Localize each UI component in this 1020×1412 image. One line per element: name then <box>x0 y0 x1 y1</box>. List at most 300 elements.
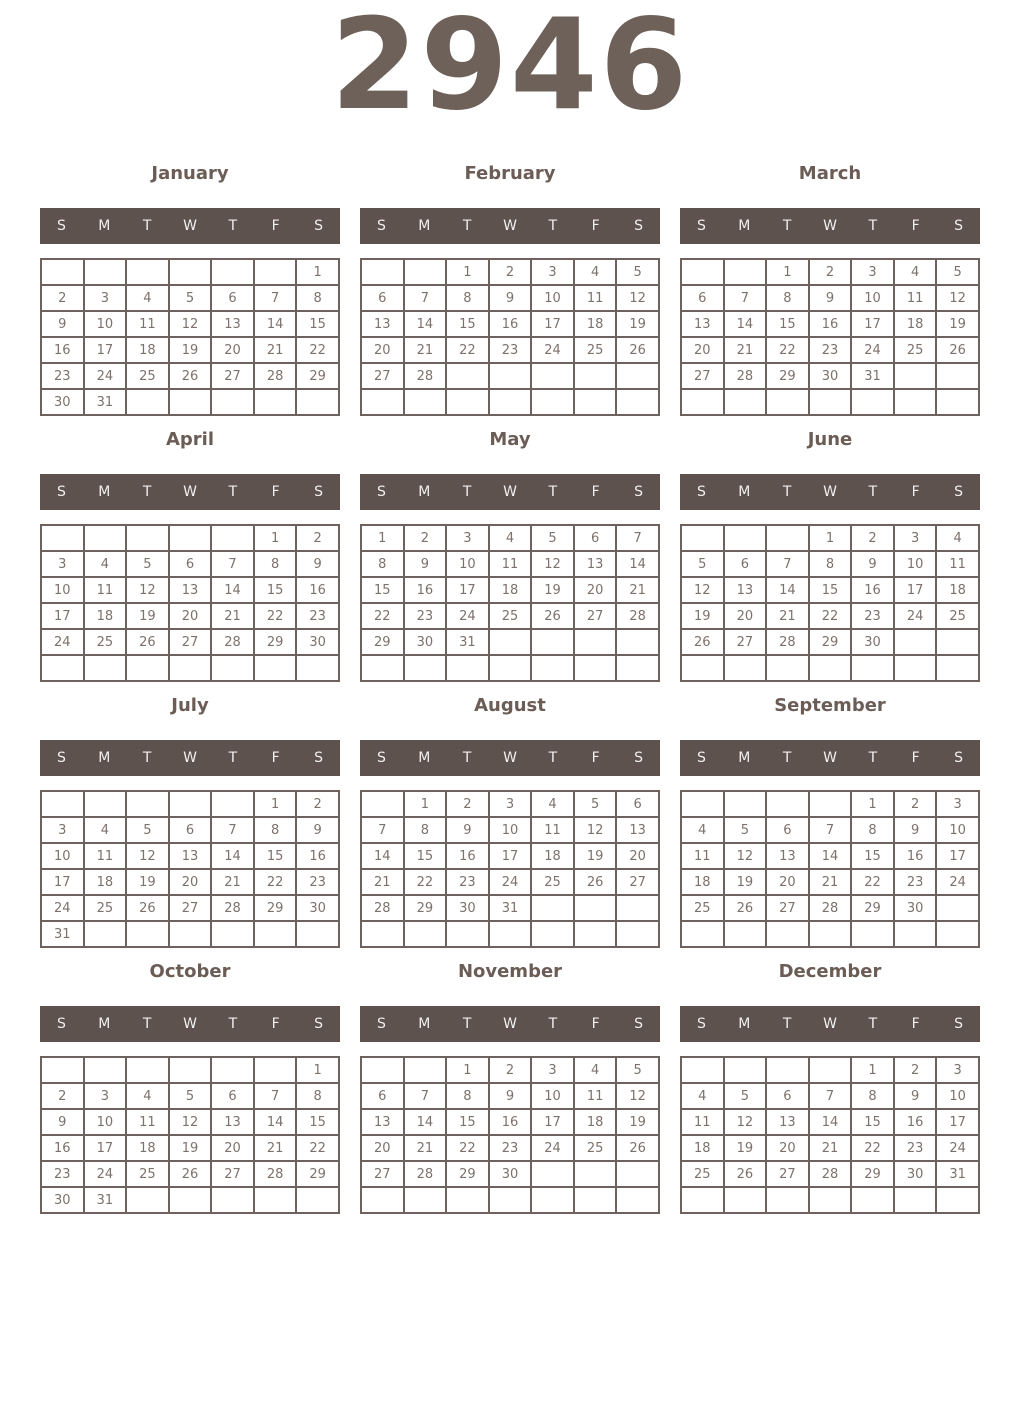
date-cell: 23 <box>489 1135 532 1161</box>
date-row <box>681 259 979 285</box>
date-cell: 25 <box>894 337 937 363</box>
weekday-label: M <box>98 218 111 234</box>
date-cell: 21 <box>211 869 254 895</box>
date-cell: 20 <box>211 337 254 363</box>
date-cell: 10 <box>936 1083 979 1109</box>
date-cell: 24 <box>84 1161 127 1187</box>
date-row <box>681 869 979 895</box>
date-cell: 7 <box>616 525 659 551</box>
date-cell: 6 <box>766 1083 809 1109</box>
date-cell: 16 <box>296 577 339 603</box>
date-cell: 17 <box>84 337 127 363</box>
date-cell: 6 <box>724 551 767 577</box>
date-cell: 7 <box>211 551 254 577</box>
date-cell: 3 <box>936 1057 979 1083</box>
date-cell: 13 <box>361 311 404 337</box>
date-row <box>681 843 979 869</box>
date-row <box>361 363 659 389</box>
weekday-header-bar <box>360 208 660 244</box>
weekday-label: W <box>503 484 517 500</box>
date-cell: 19 <box>681 603 724 629</box>
date-cell: 5 <box>574 791 617 817</box>
date-row <box>41 337 339 363</box>
date-cell: 11 <box>681 1109 724 1135</box>
date-cell: 19 <box>936 311 979 337</box>
date-cell: 29 <box>254 629 297 655</box>
weekday-label: T <box>548 750 558 766</box>
weekday-header-bar <box>680 208 980 244</box>
date-cell: 26 <box>126 895 169 921</box>
date-cell: 5 <box>724 817 767 843</box>
date-cell: 20 <box>766 1135 809 1161</box>
date-cell: 15 <box>851 843 894 869</box>
date-cell: 10 <box>446 551 489 577</box>
date-row <box>681 1109 979 1135</box>
date-cell: 13 <box>361 1109 404 1135</box>
date-cell: 5 <box>724 1083 767 1109</box>
date-cell: 1 <box>404 791 447 817</box>
date-cell <box>681 921 724 947</box>
date-cell <box>894 363 937 389</box>
date-cell: 18 <box>894 311 937 337</box>
date-cell <box>809 655 852 681</box>
date-cell: 10 <box>851 285 894 311</box>
date-cell: 24 <box>84 363 127 389</box>
date-cell <box>574 389 617 415</box>
date-cell <box>41 1057 84 1083</box>
month-november <box>360 962 660 1214</box>
date-cell: 23 <box>851 603 894 629</box>
date-row <box>361 1135 659 1161</box>
date-cell: 29 <box>851 1161 894 1187</box>
date-row <box>361 655 659 681</box>
date-cell: 21 <box>254 1135 297 1161</box>
date-row <box>41 389 339 415</box>
date-cell: 5 <box>126 817 169 843</box>
weekday-header-bar <box>40 740 340 776</box>
date-cell: 14 <box>809 843 852 869</box>
date-cell: 20 <box>169 603 212 629</box>
date-cell: 18 <box>84 869 127 895</box>
date-cell: 13 <box>681 311 724 337</box>
weekday-label: F <box>271 750 280 766</box>
date-cell: 6 <box>361 1083 404 1109</box>
date-cell: 7 <box>404 1083 447 1109</box>
date-cell <box>766 921 809 947</box>
date-cell: 6 <box>361 285 404 311</box>
date-cell: 13 <box>169 577 212 603</box>
date-cell: 9 <box>446 817 489 843</box>
date-cell: 4 <box>489 525 532 551</box>
date-cell: 29 <box>361 629 404 655</box>
date-cell <box>809 1057 852 1083</box>
date-cell <box>169 1187 212 1213</box>
date-cell: 28 <box>254 363 297 389</box>
date-cell: 16 <box>809 311 852 337</box>
date-row <box>361 1109 659 1135</box>
date-cell <box>169 655 212 681</box>
date-row <box>361 525 659 551</box>
date-cell: 27 <box>211 363 254 389</box>
date-cell: 29 <box>296 363 339 389</box>
weekday-label: T <box>782 1016 792 1032</box>
date-cell: 15 <box>766 311 809 337</box>
date-row <box>41 1161 339 1187</box>
date-cell <box>851 655 894 681</box>
date-row <box>681 525 979 551</box>
date-cell: 10 <box>936 817 979 843</box>
month-date-grid <box>40 790 340 948</box>
date-cell: 6 <box>681 285 724 311</box>
date-cell: 25 <box>84 895 127 921</box>
date-cell: 8 <box>809 551 852 577</box>
date-cell: 18 <box>681 1135 724 1161</box>
date-cell: 18 <box>681 869 724 895</box>
date-cell <box>766 389 809 415</box>
date-cell: 12 <box>126 843 169 869</box>
date-cell: 3 <box>41 551 84 577</box>
date-cell: 23 <box>41 363 84 389</box>
date-cell: 16 <box>894 843 937 869</box>
date-cell: 26 <box>681 629 724 655</box>
date-cell: 26 <box>724 895 767 921</box>
date-cell: 1 <box>766 259 809 285</box>
weekday-label: W <box>183 750 197 766</box>
date-cell: 30 <box>404 629 447 655</box>
date-cell <box>724 389 767 415</box>
weekday-label: S <box>376 218 386 234</box>
date-row <box>681 1187 979 1213</box>
date-cell: 23 <box>894 869 937 895</box>
weekday-label: M <box>738 750 751 766</box>
date-cell <box>616 1161 659 1187</box>
date-row <box>41 817 339 843</box>
date-cell <box>361 389 404 415</box>
month-title: May <box>489 429 531 450</box>
date-cell: 26 <box>531 603 574 629</box>
weekday-label: T <box>548 484 558 500</box>
weekday-label: T <box>228 750 238 766</box>
date-row <box>41 285 339 311</box>
date-row <box>681 1057 979 1083</box>
date-cell: 20 <box>169 869 212 895</box>
month-title: July <box>171 695 209 716</box>
date-cell <box>574 655 617 681</box>
date-cell: 22 <box>809 603 852 629</box>
date-cell: 14 <box>616 551 659 577</box>
date-cell: 30 <box>41 1187 84 1213</box>
weekday-label: F <box>271 484 280 500</box>
date-cell: 2 <box>894 1057 937 1083</box>
date-cell: 21 <box>616 577 659 603</box>
weekday-label: S <box>376 750 386 766</box>
date-cell <box>681 259 724 285</box>
date-row <box>681 895 979 921</box>
weekday-label: T <box>868 1016 878 1032</box>
weekday-label: M <box>98 484 111 500</box>
date-cell: 3 <box>531 259 574 285</box>
date-cell <box>574 363 617 389</box>
date-cell: 28 <box>361 895 404 921</box>
date-cell <box>489 1187 532 1213</box>
date-cell: 4 <box>84 551 127 577</box>
date-cell: 1 <box>254 791 297 817</box>
date-cell: 4 <box>681 1083 724 1109</box>
date-cell <box>211 389 254 415</box>
date-cell: 25 <box>531 869 574 895</box>
date-cell <box>894 629 937 655</box>
date-cell: 14 <box>361 843 404 869</box>
date-cell: 27 <box>724 629 767 655</box>
date-cell: 1 <box>296 1057 339 1083</box>
date-cell: 27 <box>361 1161 404 1187</box>
month-october <box>40 962 340 1214</box>
date-cell: 21 <box>766 603 809 629</box>
date-cell: 7 <box>724 285 767 311</box>
date-cell: 29 <box>766 363 809 389</box>
date-row <box>41 363 339 389</box>
weekday-header-bar <box>40 1006 340 1042</box>
weekday-header-bar <box>360 1006 660 1042</box>
date-cell: 10 <box>84 311 127 337</box>
date-cell: 2 <box>404 525 447 551</box>
date-cell: 11 <box>84 843 127 869</box>
date-cell: 5 <box>169 1083 212 1109</box>
date-cell: 21 <box>404 337 447 363</box>
date-cell <box>446 1187 489 1213</box>
date-cell <box>681 525 724 551</box>
date-cell: 14 <box>254 311 297 337</box>
date-cell: 18 <box>84 603 127 629</box>
date-row <box>361 791 659 817</box>
date-cell <box>574 1187 617 1213</box>
weekday-label: S <box>56 1016 66 1032</box>
date-cell: 26 <box>616 337 659 363</box>
date-cell: 20 <box>361 1135 404 1161</box>
date-cell: 16 <box>41 337 84 363</box>
date-cell: 9 <box>296 817 339 843</box>
month-december <box>680 962 980 1214</box>
date-cell: 18 <box>936 577 979 603</box>
date-cell: 18 <box>126 337 169 363</box>
date-row <box>681 921 979 947</box>
date-cell: 28 <box>404 1161 447 1187</box>
date-cell: 12 <box>616 1083 659 1109</box>
date-cell <box>126 525 169 551</box>
weekday-label: M <box>418 1016 431 1032</box>
date-cell <box>41 791 84 817</box>
date-row <box>681 1083 979 1109</box>
date-cell <box>169 259 212 285</box>
date-cell <box>851 1187 894 1213</box>
date-cell <box>84 791 127 817</box>
weekday-label: T <box>142 1016 152 1032</box>
date-cell: 16 <box>851 577 894 603</box>
month-date-grid <box>680 524 980 682</box>
date-cell: 9 <box>894 817 937 843</box>
date-cell <box>446 921 489 947</box>
weekday-label: S <box>696 218 706 234</box>
date-cell <box>724 791 767 817</box>
date-cell: 14 <box>404 311 447 337</box>
date-cell: 26 <box>126 629 169 655</box>
date-row <box>681 817 979 843</box>
date-cell <box>724 259 767 285</box>
date-cell: 3 <box>41 817 84 843</box>
date-cell <box>41 655 84 681</box>
date-cell: 11 <box>489 551 532 577</box>
date-cell: 31 <box>936 1161 979 1187</box>
date-cell <box>531 389 574 415</box>
date-cell: 6 <box>211 1083 254 1109</box>
date-cell: 27 <box>361 363 404 389</box>
weekday-label: T <box>462 484 472 500</box>
date-cell <box>126 1057 169 1083</box>
month-date-grid <box>40 524 340 682</box>
month-june <box>680 430 980 682</box>
date-cell <box>531 921 574 947</box>
month-august <box>360 696 660 948</box>
date-cell <box>126 1187 169 1213</box>
weekday-label: S <box>56 750 66 766</box>
date-cell: 12 <box>936 285 979 311</box>
date-cell: 3 <box>84 1083 127 1109</box>
weekday-label: F <box>591 750 600 766</box>
date-cell <box>616 655 659 681</box>
month-title: September <box>774 695 886 716</box>
date-cell <box>809 921 852 947</box>
date-cell: 20 <box>616 843 659 869</box>
date-cell: 15 <box>296 1109 339 1135</box>
date-row <box>41 629 339 655</box>
weekday-label: T <box>142 750 152 766</box>
month-date-grid <box>360 258 660 416</box>
weekday-label: S <box>314 218 324 234</box>
date-cell: 14 <box>809 1109 852 1135</box>
date-cell <box>404 1187 447 1213</box>
date-cell: 2 <box>809 259 852 285</box>
date-cell: 4 <box>574 1057 617 1083</box>
month-january <box>40 164 340 416</box>
date-row <box>41 603 339 629</box>
date-cell <box>361 1187 404 1213</box>
weekday-label: F <box>591 484 600 500</box>
date-cell: 8 <box>254 817 297 843</box>
date-cell <box>766 655 809 681</box>
date-cell <box>211 655 254 681</box>
date-cell: 10 <box>531 285 574 311</box>
date-cell: 24 <box>446 603 489 629</box>
date-cell <box>724 655 767 681</box>
date-row <box>41 1083 339 1109</box>
date-cell: 13 <box>766 843 809 869</box>
date-cell: 22 <box>254 603 297 629</box>
date-row <box>41 895 339 921</box>
weekday-label: T <box>462 750 472 766</box>
date-cell: 9 <box>404 551 447 577</box>
date-cell: 29 <box>254 895 297 921</box>
month-february <box>360 164 660 416</box>
date-cell: 7 <box>809 1083 852 1109</box>
date-cell: 17 <box>446 577 489 603</box>
date-cell: 4 <box>574 259 617 285</box>
date-cell: 12 <box>724 1109 767 1135</box>
date-cell <box>936 895 979 921</box>
date-cell: 12 <box>169 311 212 337</box>
weekday-label: W <box>503 750 517 766</box>
date-row <box>361 603 659 629</box>
date-cell: 17 <box>41 869 84 895</box>
weekday-label: M <box>98 750 111 766</box>
date-cell: 6 <box>766 817 809 843</box>
date-cell <box>936 363 979 389</box>
date-cell: 29 <box>446 1161 489 1187</box>
date-row <box>41 311 339 337</box>
month-date-grid <box>680 1056 980 1214</box>
date-cell: 27 <box>169 895 212 921</box>
date-cell: 17 <box>851 311 894 337</box>
date-cell: 27 <box>574 603 617 629</box>
date-cell: 2 <box>296 525 339 551</box>
weekday-label: T <box>228 1016 238 1032</box>
weekday-header-bar <box>40 474 340 510</box>
date-cell: 30 <box>809 363 852 389</box>
weekday-label: S <box>56 218 66 234</box>
date-cell <box>361 791 404 817</box>
date-row <box>361 1187 659 1213</box>
weekday-label: S <box>634 484 644 500</box>
date-cell: 10 <box>84 1109 127 1135</box>
date-cell: 2 <box>894 791 937 817</box>
month-date-grid <box>680 258 980 416</box>
date-row <box>41 525 339 551</box>
date-cell: 23 <box>296 869 339 895</box>
date-cell: 22 <box>296 1135 339 1161</box>
weekday-header-bar <box>680 474 980 510</box>
month-july <box>40 696 340 948</box>
month-title: January <box>151 163 229 184</box>
weekday-label: T <box>548 1016 558 1032</box>
date-cell: 22 <box>361 603 404 629</box>
date-cell: 11 <box>574 1083 617 1109</box>
date-cell: 1 <box>851 1057 894 1083</box>
date-cell: 15 <box>361 577 404 603</box>
date-cell: 16 <box>296 843 339 869</box>
date-cell <box>851 389 894 415</box>
weekday-label: S <box>954 218 964 234</box>
date-cell: 8 <box>296 285 339 311</box>
date-cell <box>681 791 724 817</box>
date-cell: 26 <box>169 1161 212 1187</box>
date-cell <box>681 1187 724 1213</box>
date-cell: 3 <box>936 791 979 817</box>
date-row <box>41 577 339 603</box>
date-cell <box>574 1161 617 1187</box>
date-cell: 30 <box>894 895 937 921</box>
date-cell: 21 <box>361 869 404 895</box>
date-cell: 28 <box>254 1161 297 1187</box>
date-cell: 25 <box>936 603 979 629</box>
date-row <box>681 1135 979 1161</box>
weekday-label: T <box>142 484 152 500</box>
date-cell: 11 <box>126 311 169 337</box>
date-cell: 10 <box>894 551 937 577</box>
date-cell <box>211 921 254 947</box>
date-cell <box>211 1187 254 1213</box>
date-cell: 5 <box>616 259 659 285</box>
weekday-label: T <box>868 218 878 234</box>
date-cell: 4 <box>531 791 574 817</box>
